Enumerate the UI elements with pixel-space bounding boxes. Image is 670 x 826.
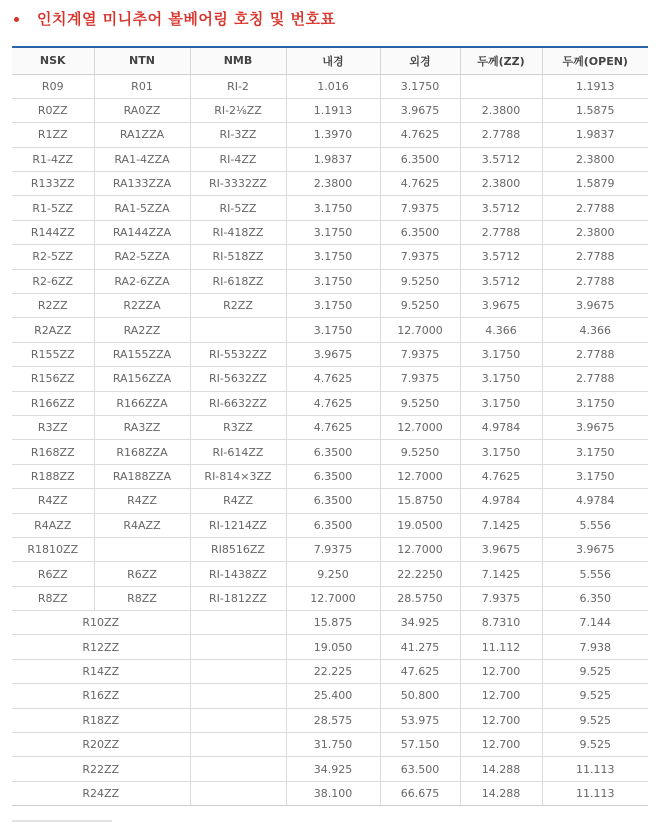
table-cell: 6.3500 — [380, 147, 460, 171]
table-row — [12, 294, 648, 318]
table-cell: 63.500 — [380, 757, 460, 781]
table-cell: 7.9375 — [460, 586, 542, 610]
table-cell: 3.1750 — [460, 367, 542, 391]
table-cell: 2.3800 — [460, 172, 542, 196]
table-cell: 3.1750 — [542, 391, 648, 415]
table-cell: 7.144 — [542, 611, 648, 635]
table-cell: R8ZZ — [94, 586, 190, 610]
table-cell: R166ZZA — [94, 391, 190, 415]
table-cell: RA133ZZA — [94, 172, 190, 196]
table-cell: R2ZZ — [190, 294, 286, 318]
table-cell: 1.3970 — [286, 123, 380, 147]
table-cell: 4.9784 — [542, 489, 648, 513]
table-cell: R2-5ZZ — [12, 245, 94, 269]
table-cell: RI-814×3ZZ — [190, 464, 286, 488]
table-cell — [190, 659, 286, 683]
table-cell: 12.7000 — [380, 318, 460, 342]
table-cell: R12ZZ — [12, 635, 190, 659]
table-cell: 1.1913 — [542, 74, 648, 98]
table-cell: RI-5632ZZ — [190, 367, 286, 391]
table-cell: 6.3500 — [380, 220, 460, 244]
table-cell: 7.1425 — [460, 513, 542, 537]
table-cell: 3.1750 — [380, 74, 460, 98]
table-cell: 15.8750 — [380, 489, 460, 513]
table-cell: R1-4ZZ — [12, 147, 94, 171]
table-cell: 2.3800 — [286, 172, 380, 196]
table-cell: R0ZZ — [12, 98, 94, 122]
table-row — [12, 684, 648, 708]
table-row — [12, 74, 648, 98]
table-cell: 12.700 — [460, 708, 542, 732]
table-cell: 6.3500 — [286, 513, 380, 537]
table-cell: 53.975 — [380, 708, 460, 732]
column-header-outer-diameter: 외경 — [380, 47, 460, 74]
table-row — [12, 733, 648, 757]
table-cell — [190, 318, 286, 342]
table-cell: 1.5875 — [542, 98, 648, 122]
table-cell: 3.9675 — [286, 342, 380, 366]
table-cell: RI8516ZZ — [190, 537, 286, 561]
table-cell: 1.9837 — [542, 123, 648, 147]
table-cell: R14ZZ — [12, 659, 190, 683]
table-cell: 2.7788 — [460, 123, 542, 147]
table-cell: 11.113 — [542, 757, 648, 781]
table-cell: 12.7000 — [380, 415, 460, 439]
table-cell — [94, 537, 190, 561]
table-cell: 12.7000 — [380, 464, 460, 488]
table-cell: 12.7000 — [380, 537, 460, 561]
table-cell: 1.5879 — [542, 172, 648, 196]
table-cell: 3.1750 — [286, 318, 380, 342]
table-cell: 3.1750 — [460, 342, 542, 366]
table-row — [12, 562, 648, 586]
table-cell: RA2-5ZZA — [94, 245, 190, 269]
table-cell: 12.7000 — [286, 586, 380, 610]
table-row — [12, 611, 648, 635]
table-cell: R4ZZ — [190, 489, 286, 513]
table-cell: 12.700 — [460, 659, 542, 683]
table-cell: 9.5250 — [380, 391, 460, 415]
table-cell: RI-614ZZ — [190, 440, 286, 464]
table-cell: R4ZZ — [12, 489, 94, 513]
table-cell: 22.2250 — [380, 562, 460, 586]
table-cell: 7.9375 — [380, 342, 460, 366]
table-cell: 41.275 — [380, 635, 460, 659]
table-cell: 2.7788 — [542, 245, 648, 269]
table-cell: RA155ZZA — [94, 342, 190, 366]
table-row — [12, 659, 648, 683]
table-cell: R3ZZ — [12, 415, 94, 439]
table-cell: 2.7788 — [542, 342, 648, 366]
table-cell: 9.5250 — [380, 294, 460, 318]
table-row — [12, 269, 648, 293]
table-cell: 22.225 — [286, 659, 380, 683]
column-header-width-open: 두께(OPEN) — [542, 47, 648, 74]
table-cell: R133ZZ — [12, 172, 94, 196]
bullet-icon — [14, 17, 19, 22]
table-cell: 31.750 — [286, 733, 380, 757]
table-cell: RI-4ZZ — [190, 147, 286, 171]
table-cell: 2.3800 — [460, 98, 542, 122]
table-cell: 3.9675 — [542, 294, 648, 318]
table-cell: R188ZZ — [12, 464, 94, 488]
table-cell: 8.7310 — [460, 611, 542, 635]
table-cell: RI-3ZZ — [190, 123, 286, 147]
title-row — [14, 8, 335, 28]
table-cell: 3.1750 — [542, 440, 648, 464]
table-cell: R18ZZ — [12, 708, 190, 732]
table-cell — [190, 611, 286, 635]
table-cell: 3.9675 — [460, 294, 542, 318]
page-title: 인치계열 미니추어 볼베어링 호칭 및 번호표 — [37, 9, 336, 28]
table-cell: R20ZZ — [12, 733, 190, 757]
table-cell: 3.1750 — [286, 269, 380, 293]
table-cell: 9.525 — [542, 684, 648, 708]
table-cell: R6ZZ — [12, 562, 94, 586]
table-cell: 7.1425 — [460, 562, 542, 586]
table-row — [12, 415, 648, 439]
table-cell: 25.400 — [286, 684, 380, 708]
table-cell: 34.925 — [380, 611, 460, 635]
table-cell: 3.1750 — [542, 464, 648, 488]
table-cell: RI-5ZZ — [190, 196, 286, 220]
table-cell — [190, 635, 286, 659]
table-cell: R16ZZ — [12, 684, 190, 708]
table-cell: R09 — [12, 74, 94, 98]
table-row — [12, 391, 648, 415]
table-cell: 2.3800 — [542, 220, 648, 244]
table-cell: R166ZZ — [12, 391, 94, 415]
table-cell: R2ZZA — [94, 294, 190, 318]
table-cell: 28.575 — [286, 708, 380, 732]
table-cell — [460, 74, 542, 98]
table-cell — [190, 781, 286, 805]
table-body — [12, 74, 648, 806]
table-cell: R8ZZ — [12, 586, 94, 610]
table-cell: 7.9375 — [286, 537, 380, 561]
table-cell: R24ZZ — [12, 781, 190, 805]
table-cell: R168ZZA — [94, 440, 190, 464]
table-cell: RI-3332ZZ — [190, 172, 286, 196]
table-cell: 4.7625 — [286, 415, 380, 439]
table-cell: 57.150 — [380, 733, 460, 757]
table-cell: 1.9837 — [286, 147, 380, 171]
table-cell: 3.9675 — [460, 537, 542, 561]
table-row — [12, 98, 648, 122]
table-cell: R1ZZ — [12, 123, 94, 147]
table-cell: 6.3500 — [286, 489, 380, 513]
table-cell: RI-1214ZZ — [190, 513, 286, 537]
table-cell: 4.7625 — [380, 172, 460, 196]
table-cell: RI-5532ZZ — [190, 342, 286, 366]
table-cell: 6.350 — [542, 586, 648, 610]
table-cell: 2.7788 — [542, 196, 648, 220]
table-cell: RI-618ZZ — [190, 269, 286, 293]
table-row — [12, 147, 648, 171]
table-cell: RI-2⅛ZZ — [190, 98, 286, 122]
table-cell: 4.7625 — [460, 464, 542, 488]
table-cell: 9.525 — [542, 733, 648, 757]
table-cell: 7.9375 — [380, 367, 460, 391]
table-cell: 7.9375 — [380, 245, 460, 269]
table-cell: R4AZZ — [12, 513, 94, 537]
table-cell: RA188ZZA — [94, 464, 190, 488]
table-cell: 3.9675 — [380, 98, 460, 122]
table-row — [12, 245, 648, 269]
table-cell — [190, 708, 286, 732]
table-cell: R6ZZ — [94, 562, 190, 586]
table-cell: 9.525 — [542, 659, 648, 683]
table-cell: R4ZZ — [94, 489, 190, 513]
table-cell: 4.7625 — [286, 367, 380, 391]
table-row — [12, 440, 648, 464]
table-cell: RI-2 — [190, 74, 286, 98]
table-cell: RA2ZZ — [94, 318, 190, 342]
table-cell: R01 — [94, 74, 190, 98]
table-cell: R156ZZ — [12, 367, 94, 391]
table-cell: 7.9375 — [380, 196, 460, 220]
table-row — [12, 342, 648, 366]
table-cell: R2AZZ — [12, 318, 94, 342]
table-cell: 3.5712 — [460, 269, 542, 293]
table-cell: R22ZZ — [12, 757, 190, 781]
table-row — [12, 781, 648, 805]
table-cell: 3.1750 — [286, 220, 380, 244]
bottom-divider — [12, 820, 112, 822]
table-cell: 2.3800 — [542, 147, 648, 171]
table-cell: R4AZZ — [94, 513, 190, 537]
table-cell: 3.1750 — [286, 196, 380, 220]
table-row — [12, 464, 648, 488]
table-cell: 2.7788 — [542, 367, 648, 391]
table-cell: 28.5750 — [380, 586, 460, 610]
table-cell: 4.9784 — [460, 489, 542, 513]
table-cell — [190, 757, 286, 781]
table-row — [12, 537, 648, 561]
table-cell: R2-6ZZ — [12, 269, 94, 293]
table-cell: 4.7625 — [380, 123, 460, 147]
table-cell: 3.5712 — [460, 245, 542, 269]
table-cell: R10ZZ — [12, 611, 190, 635]
table-cell: 38.100 — [286, 781, 380, 805]
table-cell: RI-518ZZ — [190, 245, 286, 269]
table-row — [12, 220, 648, 244]
table-cell: 3.5712 — [460, 147, 542, 171]
table-cell: 12.700 — [460, 733, 542, 757]
table-row — [12, 757, 648, 781]
table-cell: 3.1750 — [286, 245, 380, 269]
table-row — [12, 196, 648, 220]
table-cell: RA1ZZA — [94, 123, 190, 147]
table-cell: R1-5ZZ — [12, 196, 94, 220]
table-cell: 66.675 — [380, 781, 460, 805]
table-row — [12, 172, 648, 196]
table-cell: R155ZZ — [12, 342, 94, 366]
table-cell: 3.1750 — [460, 440, 542, 464]
table-cell — [190, 684, 286, 708]
table-row — [12, 367, 648, 391]
table-row — [12, 489, 648, 513]
table-cell: RI-1438ZZ — [190, 562, 286, 586]
table-cell: 3.9675 — [542, 415, 648, 439]
table-cell: 4.7625 — [286, 391, 380, 415]
table-row — [12, 123, 648, 147]
table-cell: RA0ZZ — [94, 98, 190, 122]
table-cell: 2.7788 — [460, 220, 542, 244]
table-cell: 2.7788 — [542, 269, 648, 293]
table-cell: 3.9675 — [542, 537, 648, 561]
table-header-row — [12, 47, 648, 74]
column-header-width-zz: 두께(ZZ) — [460, 47, 542, 74]
table-cell: 1.016 — [286, 74, 380, 98]
table-cell: 11.113 — [542, 781, 648, 805]
column-header-nsk: NSK — [12, 47, 94, 74]
table-cell: RA1-4ZZA — [94, 147, 190, 171]
column-header-inner-diameter: 내경 — [286, 47, 380, 74]
table-cell: 9.5250 — [380, 440, 460, 464]
table-cell: 1.1913 — [286, 98, 380, 122]
table-cell: 11.112 — [460, 635, 542, 659]
table-cell: 9.525 — [542, 708, 648, 732]
table-cell: R168ZZ — [12, 440, 94, 464]
column-header-nmb: NMB — [190, 47, 286, 74]
table-cell: 19.0500 — [380, 513, 460, 537]
table-cell: 47.625 — [380, 659, 460, 683]
table-cell: R3ZZ — [190, 415, 286, 439]
column-header-ntn: NTN — [94, 47, 190, 74]
table-cell: RA2-6ZZA — [94, 269, 190, 293]
table-cell: 12.700 — [460, 684, 542, 708]
table-cell: 4.366 — [460, 318, 542, 342]
table-cell: 34.925 — [286, 757, 380, 781]
table-cell: 9.250 — [286, 562, 380, 586]
table-row — [12, 708, 648, 732]
table-row — [12, 635, 648, 659]
table-cell: RI-6632ZZ — [190, 391, 286, 415]
bearing-table — [12, 46, 648, 806]
table-cell: 6.3500 — [286, 464, 380, 488]
table-cell: 19.050 — [286, 635, 380, 659]
table-cell: R144ZZ — [12, 220, 94, 244]
table-cell: 50.800 — [380, 684, 460, 708]
table-cell: RA3ZZ — [94, 415, 190, 439]
table-cell: RA156ZZA — [94, 367, 190, 391]
table-cell: R2ZZ — [12, 294, 94, 318]
table-row — [12, 586, 648, 610]
table-row — [12, 513, 648, 537]
table-cell: RI-418ZZ — [190, 220, 286, 244]
table-row — [12, 318, 648, 342]
table-cell: 14.288 — [460, 781, 542, 805]
table-cell: RA144ZZA — [94, 220, 190, 244]
table-cell: 15.875 — [286, 611, 380, 635]
table-cell: 14.288 — [460, 757, 542, 781]
table-cell: 3.1750 — [286, 294, 380, 318]
table-cell: 9.5250 — [380, 269, 460, 293]
table-cell: 5.556 — [542, 513, 648, 537]
table-cell — [190, 733, 286, 757]
table-cell: 7.938 — [542, 635, 648, 659]
table-cell: RA1-5ZZA — [94, 196, 190, 220]
table-cell: 4.9784 — [460, 415, 542, 439]
table-cell: 4.366 — [542, 318, 648, 342]
table-cell: 5.556 — [542, 562, 648, 586]
table-cell: R1810ZZ — [12, 537, 94, 561]
table-cell: 6.3500 — [286, 440, 380, 464]
table-cell: 3.5712 — [460, 196, 542, 220]
table-cell: 3.1750 — [460, 391, 542, 415]
table-cell: RI-1812ZZ — [190, 586, 286, 610]
